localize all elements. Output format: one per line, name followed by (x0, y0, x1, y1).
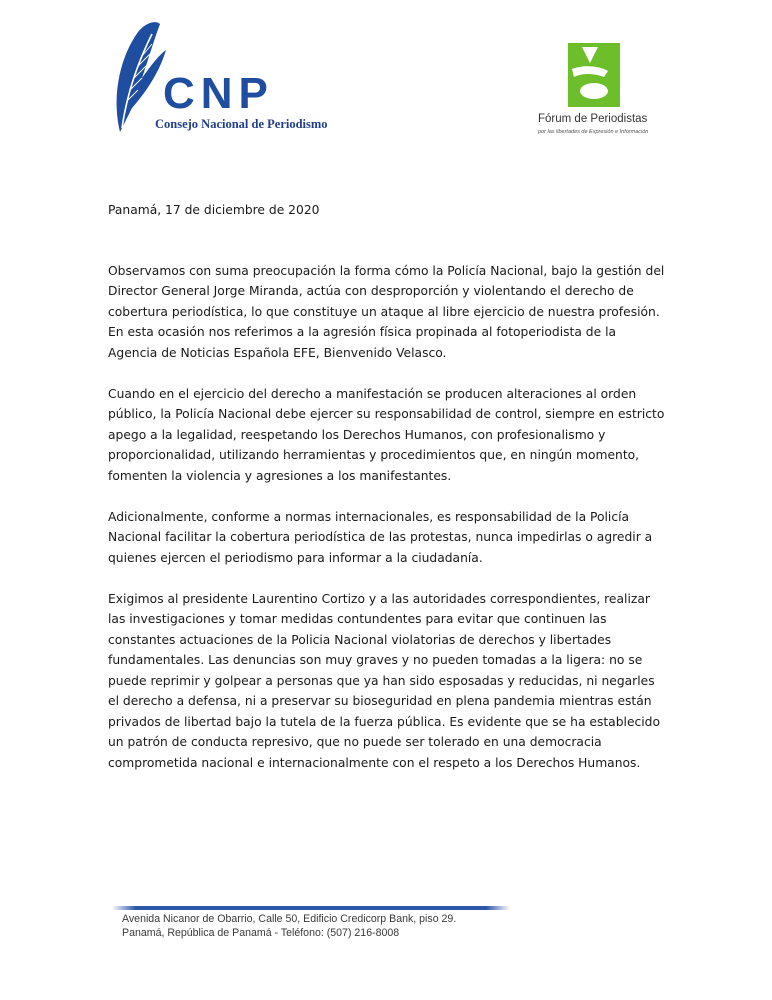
footer-phone-line: Panamá, República de Panamá - Teléfono: (507) 216-8008 (122, 927, 400, 939)
letter-paragraph: Cuando en el ejercicio del derecho a manifestación se producen alteraciones al orden público, la Policía Nacional debe ejercer su responsabilidad de control, siempre en estricto apego a la legalidad, reespetando los Derechos Humanos, con profesionalismo y proporcionalidad, utilizando herramientas y procedimientos que, en ningún momento, fomenten la violencia y agresiones a los manifestantes. (108, 386, 665, 483)
cnp-logo-letters: CNP (163, 69, 274, 118)
forum-logo-tagline: por las libertades de Expresión e Información (538, 129, 649, 135)
cnp-logo (108, 20, 338, 138)
forum-logo (528, 40, 664, 144)
footer-address-line: Avenida Nicanor de Obarrio, Calle 50, Edificio Credicorp Bank, piso 29. (122, 913, 457, 925)
footer-divider (112, 906, 510, 910)
letter-body (108, 200, 668, 794)
letter-paragraph: Observamos con suma preocupación la forma cómo la Policía Nacional, bajo la gestión del Director General Jorge Miranda, actúa con desproporción y violentando el derecho de cobertura periodística, lo que constituye un ataque al libre ejercicio de nuestra profesión. En esta ocasión nos referimos a la agresión física propinada al fotoperiodista de la Agencia de Noticias Española EFE, Bienvenido Velasco. (108, 263, 665, 360)
footer-address (122, 912, 542, 940)
forum-mark-icon (568, 43, 620, 107)
letter-date: Panamá, 17 de diciembre de 2020 (108, 203, 320, 217)
letter-paragraph: Adicionalmente, conforme a normas internacionales, es responsabilidad de la Policía Nacional facilitar la cobertura periodística de las protestas, nunca impedirlas o agredir a quienes ejercen el periodismo para informar a la ciudadanía. (108, 509, 653, 565)
letter-paragraph: Exigimos al presidente Laurentino Cortizo y a las autoridades correspondientes, realizar las investigaciones y tomar medidas contundentes para evitar que continuen las constantes actuaciones de la Policia Nacional violatorias de derechos y libertades fundamentales. Las denuncias son muy graves y no pueden tomadas a la ligera: no se puede reprimir y golpear a personas que ya han sido esposadas y reducidas, ni negarles el derecho a defensa, ni a preservar su bioseguridad en plena pandemia mientras están privados de libertad bajo la tutela de la fuerza pública. Es evidente que se ha establecido un patrón de conducta represivo, que no puede ser tolerado en una democracia comprometida nacional e internacionalmente con el respeto a los Derechos Humanos. (108, 591, 661, 770)
cnp-logo-name: Consejo Nacional de Periodismo (155, 117, 328, 131)
forum-logo-name: Fórum de Periodistas (538, 113, 648, 125)
